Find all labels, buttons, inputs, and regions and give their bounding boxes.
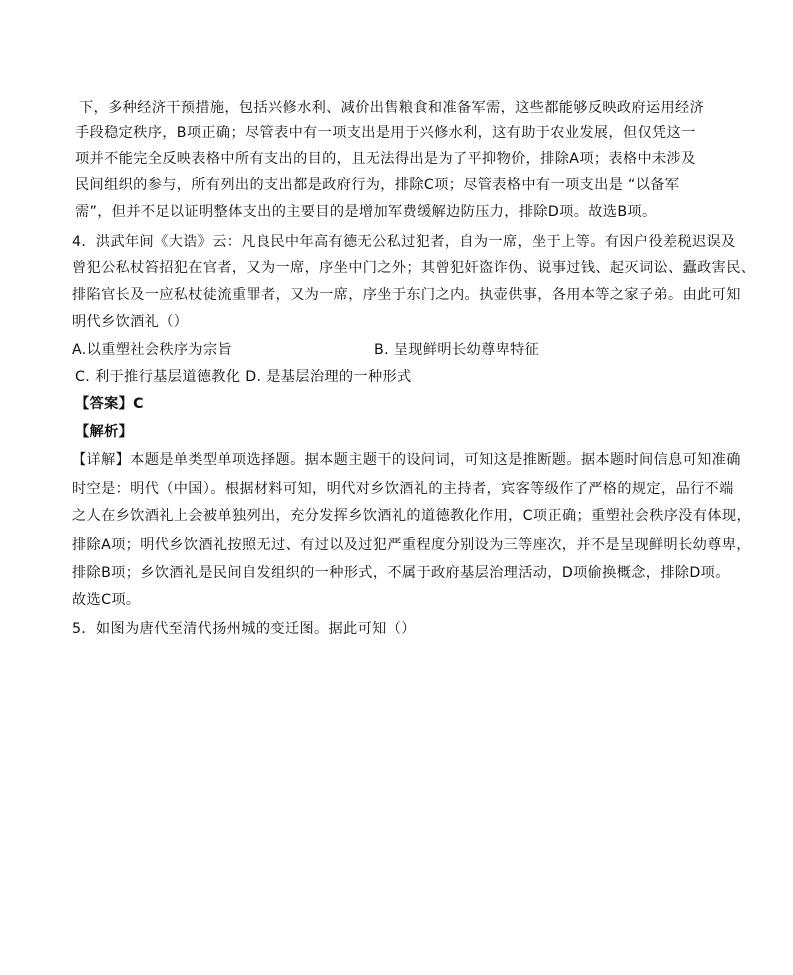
q3-explanation-line-1: 下，多种经济干预措施，包括兴修水利、减价出售粮食和准备军需，这些都能够反映政府运用经济: [79, 100, 705, 116]
q4-option-b: B. 呈现鲜明长幼尊卑特征: [374, 342, 540, 358]
q4-detail-line-4: 排除A项；明代乡饮酒礼按照无过、有过以及过犯严重程度分别设为三等座次，并不是呈现鲜明长幼尊卑，: [72, 537, 751, 553]
q4-stem-line-2: 曾犯公私杖笞招犯在官者，又为一席，序坐中门之外；其曾犯奸盗诈伪、说事过钱、起灭词讼、蠹政害民、: [72, 260, 756, 276]
q5-stem-line-1: 5．如图为唐代至清代扬州城的变迁图。据此可知（）: [72, 621, 416, 637]
q4-detail-line-1: 【详解】本题是单类型单项选择题。据本题主题干的设问词，可知这是推断题。据本题时间信息可知准确: [72, 452, 741, 468]
q3-explanation-line-3: 项并不能完全反映表格中所有支出的目的，且无法得出是为了平抑物价，排除A项；表格中未涉及: [75, 151, 696, 167]
q3-explanation-line-5: 需”，但并不足以证明整体支出的主要目的是增加军费缓解边防压力，排除D项。故选B项。: [75, 204, 657, 220]
q4-analysis-tag: 【解析】: [75, 424, 134, 440]
q4-option-c-d: C. 利于推行基层道德教化 D. 是基层治理的一种形式: [75, 369, 412, 385]
q4-answer: 【答案】C: [75, 396, 144, 412]
q3-explanation-line-2: 手段稳定秩序，B项正确；尽管表中有一项支出是用于兴修水利，这有助于农业发展，但仅凭这一: [75, 125, 696, 141]
q4-stem-line-4: 明代乡饮酒礼（）: [72, 314, 189, 330]
q4-detail-line-3: 之人在乡饮酒礼上会被单独列出，充分发挥乡饮酒礼的道德教化作用，C项正确；重塑社会秩序没有体现，: [72, 508, 751, 524]
q3-explanation-line-4: 民间组织的参与，所有列出的支出都是政府行为，排除C项；尽管表格中有一项支出是 “以备军: [75, 177, 680, 193]
q4-detail-line-5: 排除B项；乡饮酒礼是民间自发组织的一种形式，不属于政府基层治理活动，D项偷换概念，排除D项。: [72, 565, 730, 581]
q4-option-a: A.以重塑社会秩序为宗旨: [72, 342, 233, 358]
q4-stem-line-3: 排陷官长及一应私杖徒流重罪者，又为一席，序坐于东门之内。执壶供事，各用本等之家子弟。由此可知: [72, 287, 741, 303]
q4-stem-line-1: 4．洪武年间《大诰》云：凡良民中年高有德无公私过犯者，自为一席，坐于上等。有因户役差税迟误及: [72, 234, 736, 250]
q4-detail-line-2: 时空是：明代（中国）。根据材料可知，明代对乡饮酒礼的主持者，宾客等级作了严格的规定，品行不端: [72, 481, 734, 497]
q4-detail-line-6: 故选C项。: [72, 592, 141, 608]
